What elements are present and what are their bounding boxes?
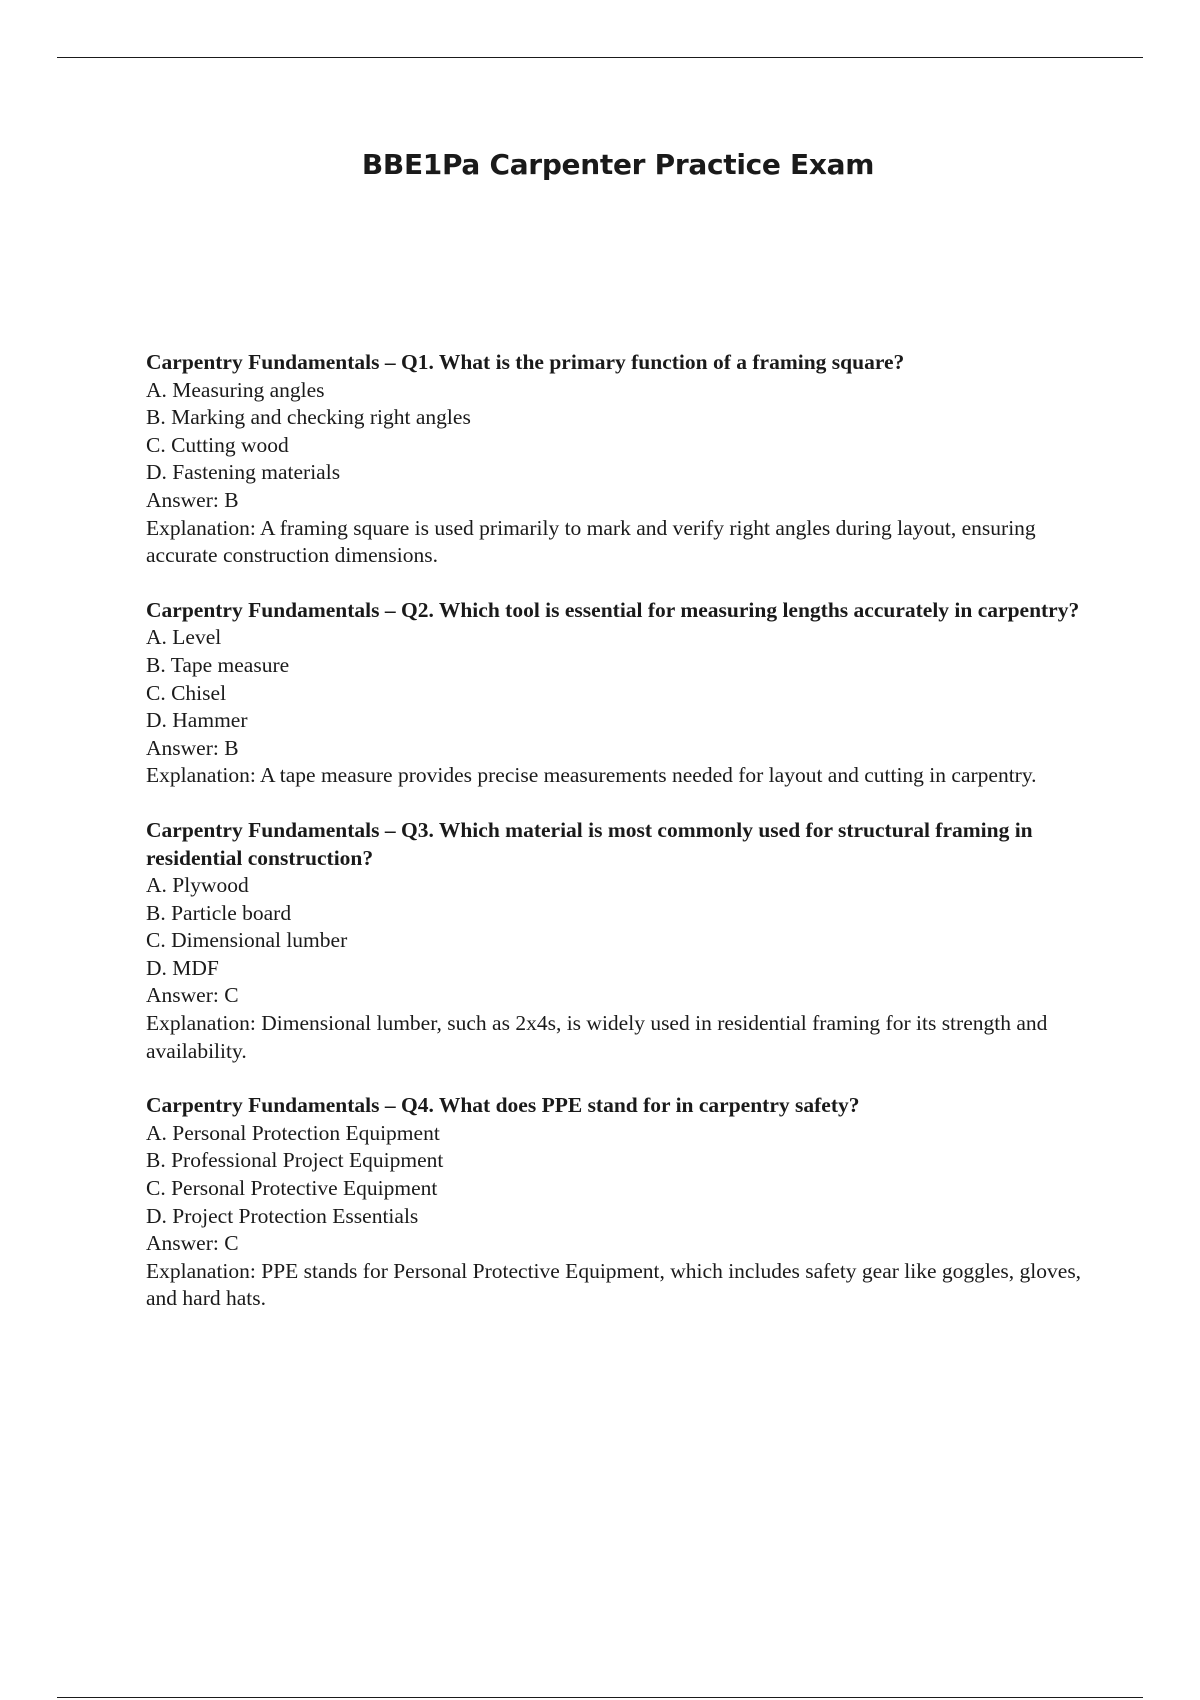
answer-explanation: Explanation: A tape measure provides precise measurements needed for layout and cutting in carpentry.: [146, 763, 1037, 788]
question-prompt: Carpentry Fundamentals – Q4. What does PPE stand for in carpentry safety?: [146, 1093, 860, 1118]
answer-explanation: Explanation: A framing square is used primarily to mark and verify right angles during layout, ensuring accurate construction dimensions.: [146, 515, 1036, 568]
answer-option: A. Level: [146, 625, 222, 650]
answer-option: C. Personal Protective Equipment: [146, 1176, 438, 1201]
header-rule: [57, 57, 1143, 58]
answer-explanation: Explanation: Dimensional lumber, such as 2x4s, is widely used in residential framing for its strength and availability.: [146, 1011, 1048, 1063]
correct-answer: Answer: C: [146, 1231, 239, 1256]
correct-answer: Answer: B: [146, 735, 239, 760]
answer-option: D. Fastening materials: [146, 460, 341, 485]
footer-rule: [57, 1697, 1143, 1698]
answer-option: B. Particle board: [146, 900, 292, 925]
answer-option: C. Cutting wood: [146, 432, 289, 457]
answer-option: A. Plywood: [146, 873, 249, 898]
answer-option: D. MDF: [146, 955, 219, 980]
answer-option: C. Dimensional lumber: [146, 928, 348, 953]
question-block: [146, 817, 1096, 1065]
page-title: BBE1Pa Carpenter Practice Exam: [361, 148, 875, 181]
question-list: [146, 349, 1096, 1340]
question-prompt: Carpentry Fundamentals – Q1. What is the primary function of a framing square?: [146, 350, 905, 374]
answer-option: A. Personal Protection Equipment: [146, 1120, 440, 1145]
correct-answer: Answer: B: [146, 487, 239, 512]
answer-option: C. Chisel: [146, 680, 227, 705]
answer-option: A. Measuring angles: [146, 377, 325, 402]
question-block: [146, 1092, 1096, 1313]
question-block: [146, 349, 1096, 570]
answer-option: B. Tape measure: [146, 652, 290, 677]
question-block: [146, 597, 1096, 790]
answer-option: B. Marking and checking right angles: [146, 405, 471, 430]
correct-answer: Answer: C: [146, 983, 239, 1008]
answer-option: D. Project Protection Essentials: [146, 1203, 419, 1228]
answer-explanation: Explanation: PPE stands for Personal Protective Equipment, which includes safety gear like goggles, gloves, and hard hats.: [146, 1258, 1082, 1311]
answer-option: D. Hammer: [146, 708, 248, 733]
question-prompt: Carpentry Fundamentals – Q3. Which material is most commonly used for structural framing in residential construction?: [146, 817, 1033, 870]
question-prompt: Carpentry Fundamentals – Q2. Which tool is essential for measuring lengths accurately in carpentry?: [146, 597, 1080, 622]
answer-option: B. Professional Project Equipment: [146, 1148, 444, 1173]
